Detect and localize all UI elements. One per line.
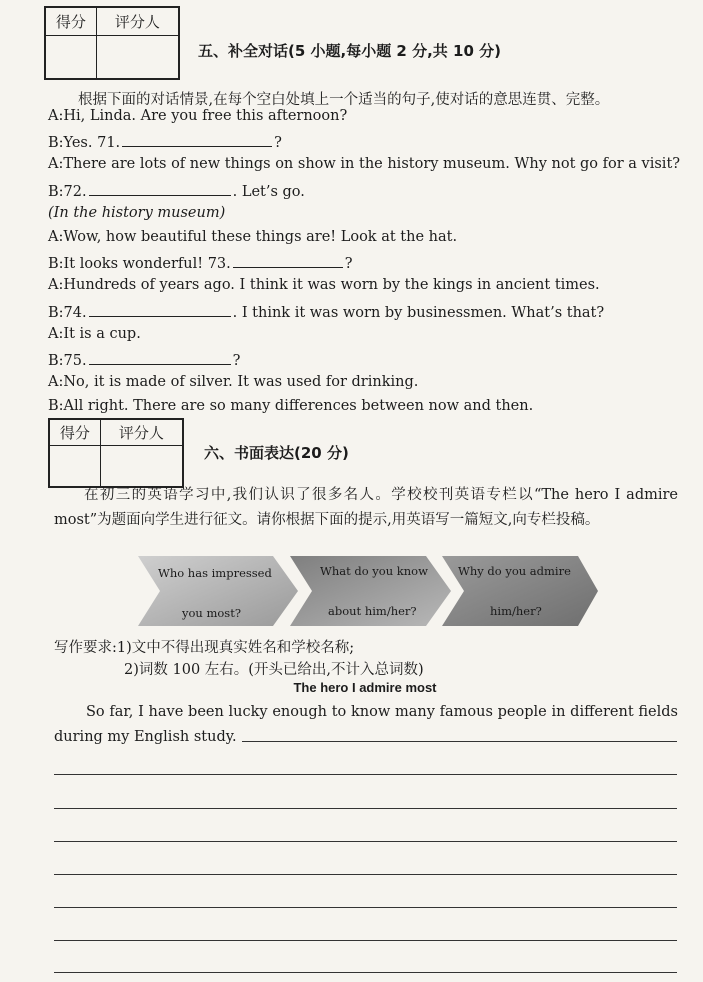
dialogue-text-after-blank: ? xyxy=(274,135,282,152)
hint-2-top: What do you know xyxy=(320,564,428,578)
section6-title: 六、书面表达(20 分) xyxy=(204,444,349,462)
answer-blank[interactable] xyxy=(89,181,231,196)
dialogue-text: (In the history museum) xyxy=(48,204,226,221)
grader-cell xyxy=(97,36,178,78)
dialogue-line xyxy=(48,374,418,390)
dialogue-text-after-blank: . Let’s go. xyxy=(232,183,305,200)
dialogue-text: A:Wow, how beautiful these things are! Look at the hat. xyxy=(48,229,458,245)
score-label: 得分 xyxy=(46,8,97,36)
dialogue-text: A:No, it is made of silver. It was used for drinking. xyxy=(48,374,419,391)
dialogue-line xyxy=(48,398,533,414)
dialogue-text: A:There are lots of new things on show in the history museum. Why not go for a visit? xyxy=(48,156,681,173)
essay-opening xyxy=(54,700,678,750)
answer-blank[interactable] xyxy=(89,302,231,317)
dialogue-text: B:75. xyxy=(48,353,87,369)
writing-line[interactable] xyxy=(54,874,677,875)
dialogue-text: B:72. xyxy=(48,183,87,200)
score-box-section5 xyxy=(44,6,180,80)
writing-line[interactable] xyxy=(54,841,677,842)
score-cell xyxy=(46,36,97,78)
requirement-2: 2)词数 100 左右。(开头已给出,不计入总词数) xyxy=(124,662,424,678)
essay-title: The hero I admire most xyxy=(293,680,437,695)
answer-blank[interactable] xyxy=(89,350,231,365)
grader-cell xyxy=(101,446,182,486)
writing-line[interactable] xyxy=(242,741,677,742)
writing-line[interactable] xyxy=(54,940,677,941)
essay-opening-text: So far, I have been lucky enough to know many famous people in different fields during my English study. xyxy=(54,704,678,745)
requirement-1: 写作要求:1)文中不得出现真实姓名和学校名称; xyxy=(54,640,355,656)
dialogue-line[interactable] xyxy=(48,253,353,272)
hint-3-bottom: him/her? xyxy=(490,604,542,618)
writing-line[interactable] xyxy=(54,972,677,973)
dialogue-text: B:It looks wonderful! 73. xyxy=(48,256,231,273)
hint-arrows xyxy=(138,556,598,626)
score-cell xyxy=(50,446,101,486)
dialogue-text: A:Hundreds of years ago. I think it was worn by the kings in ancient times. xyxy=(48,277,600,294)
dialogue-line[interactable] xyxy=(48,350,240,369)
dialogue-text: A:Hi, Linda. Are you free this afternoon? xyxy=(48,108,348,124)
writing-prompt: 在初三的英语学习中,我们认识了很多名人。学校校刊英语专栏以“The hero I admire most”为题面向学生进行征文。请你根据下面的提示,用英语写一篇短文,向专栏投稿。 xyxy=(54,487,678,528)
section5-title: 五、补全对话(5 小题,每小题 2 分,共 10 分) xyxy=(198,42,501,60)
writing-line[interactable] xyxy=(54,774,677,775)
score-box-section6 xyxy=(48,418,184,488)
dialogue-line xyxy=(48,156,680,172)
section5-instruction: 根据下面的对话情景,在每个空白处填上一个适当的句子,使对话的意思连贯、完整。 xyxy=(78,92,610,108)
dialogue-line[interactable] xyxy=(48,132,282,151)
dialogue-line xyxy=(48,108,347,124)
dialogue-line xyxy=(48,326,141,342)
dialogue-text: A:It is a cup. xyxy=(48,325,141,342)
writing-line[interactable] xyxy=(54,808,677,809)
dialogue-text: B:74. xyxy=(48,304,87,321)
dialogue-text: B:All right. There are so many differences between now and then. xyxy=(48,398,534,415)
grader-label: 评分人 xyxy=(97,8,178,36)
dialogue-text-after-blank: . I think it was worn by businessmen. What’s that? xyxy=(232,304,605,321)
writing-line[interactable] xyxy=(54,907,677,908)
dialogue-text: B:Yes. 71. xyxy=(48,135,121,152)
hint-2-bottom: about him/her? xyxy=(328,604,417,618)
answer-blank[interactable] xyxy=(122,132,272,147)
dialogue-line[interactable] xyxy=(48,302,604,321)
hint-3-top: Why do you admire xyxy=(458,564,571,578)
dialogue-line xyxy=(48,229,457,245)
dialogue-line[interactable] xyxy=(48,181,305,200)
dialogue-line xyxy=(48,205,225,221)
answer-blank[interactable] xyxy=(233,253,343,268)
dialogue-text-after-blank: ? xyxy=(232,353,241,369)
grader-label: 评分人 xyxy=(101,420,182,446)
dialogue-text-after-blank: ? xyxy=(344,256,353,273)
hint-1-bottom: you most? xyxy=(182,606,241,620)
hint-1-top: Who has impressed xyxy=(158,566,272,580)
score-label: 得分 xyxy=(50,420,101,446)
dialogue-line xyxy=(48,277,600,293)
